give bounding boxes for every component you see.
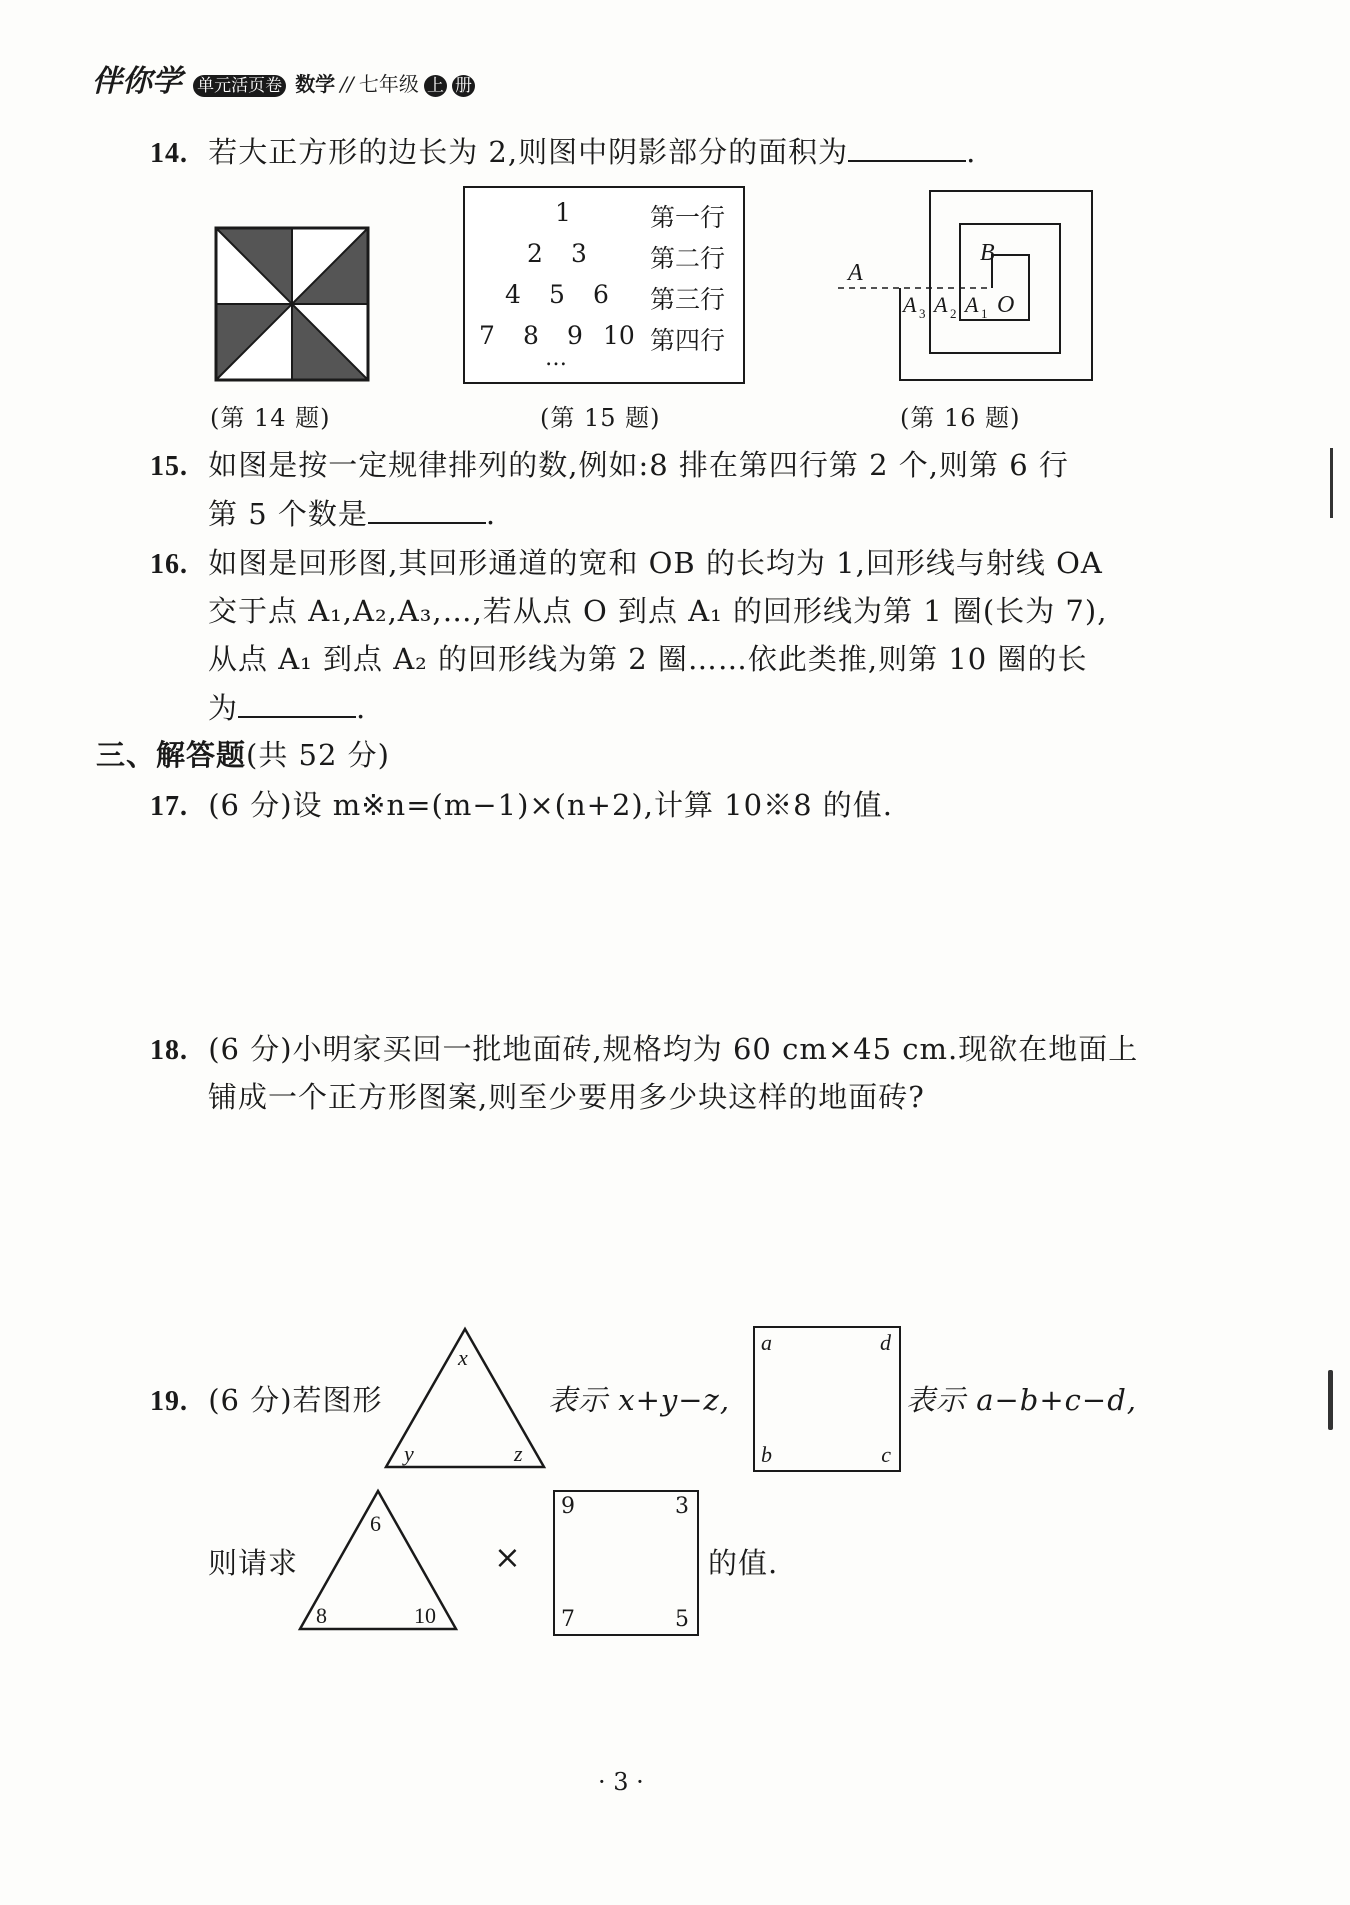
- row-label: 第四行: [650, 326, 726, 355]
- square-number-figure: [553, 1490, 699, 1636]
- question-text: 第 5 个数是: [208, 497, 368, 531]
- square-tr-number: 3: [675, 1494, 689, 1519]
- square-tl-label: a: [761, 1330, 772, 1355]
- question-text: (6 分)设 m※n=(m−1)×(n+2),计算 10※8 的值.: [208, 788, 893, 822]
- question-text: (6 分)若图形: [208, 1383, 383, 1417]
- question-end: .: [485, 497, 497, 531]
- row-2-number: 2: [527, 239, 543, 268]
- binding-mark: [1330, 448, 1333, 518]
- triangle-left-number: 8: [316, 1603, 327, 1628]
- question-16-line-3: 从点 A₁ 到点 A₂ 的回形线为第 2 圈……依此类推,则第 10 圈的长: [208, 642, 1088, 676]
- row-4-number: 8: [523, 321, 539, 350]
- label-O: O: [997, 292, 1015, 318]
- multiply-sign: ×: [494, 1538, 521, 1576]
- square-br-label: c: [881, 1442, 891, 1467]
- square-bl-label: b: [761, 1442, 772, 1467]
- brand-title: 伴你学: [92, 64, 182, 99]
- square-br-number: 5: [675, 1607, 689, 1632]
- figure-14-pinwheel: [214, 226, 370, 382]
- answer-blank: [368, 496, 486, 524]
- question-18: [150, 1032, 1138, 1068]
- row-label: 第二行: [650, 244, 726, 273]
- binding-mark: [1328, 1370, 1333, 1430]
- row-3-number: 6: [593, 280, 609, 309]
- triangle-top-label: x: [458, 1345, 468, 1370]
- triangle-right-label: z: [514, 1441, 523, 1466]
- row-4-number: 9: [567, 321, 583, 350]
- grade-label: 七年级: [358, 72, 419, 96]
- question-number: 19.: [150, 1386, 188, 1417]
- question-16-line-2: 交于点 A₁,A₂,A₃,…,若从点 O 到点 A₁ 的回形线为第 1 圈(长为 7),: [208, 594, 1108, 628]
- square-tr-label: d: [880, 1330, 891, 1355]
- question-end: .: [966, 135, 977, 169]
- page-number: · 3 ·: [598, 1768, 644, 1796]
- ask-text: 则请求: [208, 1546, 299, 1580]
- triangle-top-number: 6: [370, 1511, 381, 1536]
- question-text: 为: [208, 691, 239, 725]
- row-4-number: 10: [603, 321, 635, 350]
- figure-16-spiral: [830, 188, 1100, 384]
- row-3-number: 5: [549, 280, 565, 309]
- question-18-line-2: 铺成一个正方形图案,则至少要用多少块这样的地面砖?: [208, 1080, 925, 1114]
- caption-15: (第 15 题): [540, 404, 661, 432]
- label-A2-sub: 2: [950, 306, 957, 321]
- triangle-symbol-figure: [382, 1325, 548, 1471]
- question-17: [150, 788, 893, 824]
- question-19: [150, 1383, 383, 1419]
- represent-expression-1: 表示 x+y−z,: [548, 1383, 731, 1417]
- label-A1-sub: 1: [981, 306, 988, 321]
- answer-blank: [238, 690, 356, 718]
- question-text: 如图是回形图,其回形通道的宽和 OB 的长均为 1,回形线与射线 OA: [208, 546, 1103, 580]
- caption-16: (第 16 题): [900, 404, 1021, 432]
- square-bl-number: 7: [561, 1607, 575, 1632]
- triangle-number-figure: [296, 1487, 460, 1633]
- row-2-number: 3: [571, 239, 587, 268]
- question-15: [150, 448, 1069, 484]
- question-19-end: 的值.: [708, 1546, 779, 1580]
- label-B: B: [980, 240, 995, 266]
- row-1-number: 1: [555, 198, 571, 227]
- square-symbol-figure: [753, 1326, 901, 1472]
- question-16: [150, 546, 1103, 582]
- row-4-number: 7: [479, 321, 495, 350]
- question-15-line-2: [208, 496, 496, 531]
- question-text: 若大正方形的边长为 2,则图中阴影部分的面积为: [208, 135, 849, 169]
- square-tl-number: 9: [561, 1494, 575, 1519]
- question-number: 15.: [150, 451, 188, 482]
- label-A1: A: [965, 292, 979, 317]
- term-badge: 上: [424, 75, 447, 97]
- row-3-number: 4: [505, 280, 521, 309]
- series-badge: 单元活页卷: [193, 75, 286, 97]
- volume-badge: 册: [452, 75, 475, 97]
- question-number: 18.: [150, 1035, 188, 1066]
- figure-15-number-box: [463, 186, 745, 384]
- row-label: 第三行: [650, 285, 726, 314]
- question-text: (6 分)小明家买回一批地面砖,规格均为 60 cm×45 cm.现欲在地面上: [208, 1032, 1139, 1066]
- page-header: [92, 56, 475, 100]
- question-end: .: [356, 691, 367, 725]
- question-16-line-4: [208, 690, 366, 725]
- question-text: 如图是按一定规律排列的数,例如:8 排在第四行第 2 个,则第 6 行: [208, 448, 1069, 482]
- caption-14: (第 14 题): [210, 404, 331, 432]
- section-heading: [96, 738, 390, 772]
- label-A2: A: [934, 292, 948, 317]
- header-separator: //: [340, 72, 354, 96]
- subject-label: 数学: [295, 72, 336, 96]
- section-title: 三、解答题: [96, 738, 247, 772]
- triangle-left-label: y: [404, 1441, 414, 1466]
- section-score: (共 52 分): [246, 738, 390, 772]
- triangle-right-number: 10: [414, 1603, 436, 1628]
- label-A3-sub: 3: [919, 306, 926, 321]
- question-number: 17.: [150, 791, 188, 822]
- question-14: [150, 134, 976, 171]
- question-number: 16.: [150, 549, 188, 580]
- label-A: A: [848, 260, 863, 286]
- ellipsis: …: [545, 346, 567, 371]
- represent-expression-2: 表示 a−b+c−d,: [906, 1383, 1137, 1417]
- answer-blank: [848, 134, 966, 162]
- label-A3: A: [903, 292, 917, 317]
- question-number: 14.: [150, 138, 188, 169]
- row-label: 第一行: [650, 203, 726, 232]
